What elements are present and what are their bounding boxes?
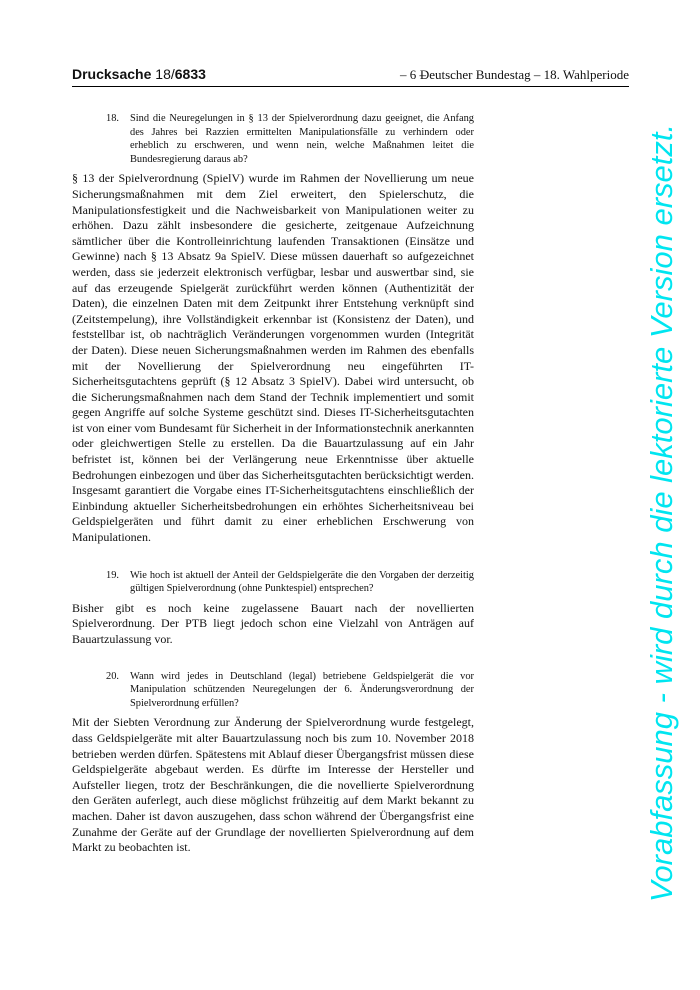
question-number: 19. — [106, 569, 119, 581]
document-label: Drucksache — [72, 66, 152, 82]
document-body — [72, 112, 474, 856]
question-19 — [72, 569, 474, 596]
question-20 — [72, 670, 474, 711]
question-18 — [72, 112, 474, 166]
answer-18: § 13 der Spielverordnung (SpielV) wurde im Rahmen der Novellierung um neue Sicherungsmaßnahmen mit dem Ziel erweitert, den Spielerschutz, die Manipulationsfestigkeit und die Nachweisbarkeit von Manipulationen weiter zu erhöhen. Dazu zählt insbesondere die gesicherte, zeitgenaue Aufzeichnung sämtlicher über die Kontrolleinrichtung laufenden Transaktionen (Einsätze und Gewinne) nach § 13 Absatz 9a SpielV. Diese müssen dauerhaft so aufgezeichnet werden, dass sie jederzeit elektronisch verfügbar, lesbar und auswertbar sind, sie auf das erzeugende Spielgerät zurückführt werden können (Authentizität der Daten), die einzelnen Daten mit dem Zeitpunkt ihrer Entstehung verknüpft sind (Zeitstempelung), ihre Vollständigkeit erkennbar ist (Konsistenz der Daten), und feststellbar ist, ob nachträglich Veränderungen vorgenommen wurden (Integrität der Daten). Diese neuen Sicherungsmaßnahmen werden im Rahmen des ebenfalls mit der Novellierung der Spielverordnung neu eingeführten IT-Sicherheitsgutachtens geprüft (§ 12 Absatz 3 SpielV). Dabei wird untersucht, ob die Sicherungsmaßnahmen nach dem Stand der Technik implementiert und somit gegen Angriffe auf solche Systeme geschützt sind. Dieses IT-Sicherheitsgutachten ist von einer vom Bundesamt für Sicherheit in der Informationstechnik anerkannten oder gleichwertigen Stelle zu erstellen. Da die Bauartzulassung auf ein Jahr befristet ist, können bei der Verlängerung neue Erkenntnisse über aktuelle Bedrohungen einbezogen und über das Sicherheitsgutachten berücksichtigt werden. Insgesamt garantiert die Vorgabe eines IT-Sicherheitsgutachtens einschließlich der Einbindung aktueller Sicherheitsbedrohungen ein erhöhtes Sicherheitsniveau bei Geldspielgeräten und führt damit zu einer erheblichen Erschwerung von Manipulationen. — [72, 171, 474, 545]
watermark-text: Vorabfassung - wird durch die lektorierte Version ersetzt. — [644, 123, 679, 903]
question-text: Sind die Neuregelungen in § 13 der Spielverordnung dazu geeignet, die Anfang des Jahres bei Razzien ermittelten Manipulationsfälle zu verhindern oder erheblich zu erschweren, und wenn nein, welche Maßnahmen leitet die Bundesregierung daraus ab? — [130, 113, 474, 165]
page-header — [72, 66, 629, 87]
question-text: Wann wird jedes in Deutschland (legal) betriebene Geldspielgerät die vor Manipulation schützenden Neuregelungen der 6. Änderungsverordnung der Spielverordnung erfüllen? — [130, 670, 474, 709]
draft-watermark — [632, 118, 692, 908]
answer-19: Bisher gibt es noch keine zugelassene Bauart nach der novellierten Spielverordnung. Der PTB liegt jedoch schon eine Vielzahl von Anträgen auf Bauartzulassung vor. — [72, 600, 474, 646]
institution-period: Deutscher Bundestag – 18. Wahlperiode — [419, 67, 629, 82]
question-number: 20. — [106, 670, 119, 682]
question-number: 18. — [106, 113, 119, 124]
document-number-value: 6833 — [174, 66, 206, 82]
question-text: Wie hoch ist aktuell der Anteil der Geldspielgeräte die den Vorgaben der derzeitig gültigen Spielverordnung (ohne Punktespiel) entsprechen? — [130, 569, 474, 595]
document-number-prefix: 18/ — [155, 66, 175, 82]
answer-20: Mit der Siebten Verordnung zur Änderung der Spielverordnung wurde festgelegt, dass Geldspielgeräte mit alter Bauartzulassung noch bis zum 10. November 2018 betrieben werden dürfen. Spätestens mit Ablauf dieser Übergangsfrist müssen diese Geldspielgeräte abgebaut werden. Es dürfte im Interesse der Hersteller und Aufsteller liegen, trotz der Beschränkungen, die die novellierte Spielverordnung den Geräten auferlegt, auch diese möglichst frühzeitig auf dem Markt bekannt zu machen. Daher ist davon auszugehen, dass schon während der Übergangsfrist eine Zunahme der Geräte auf der Grundlage der novellierten Spielverordnung auf dem Markt zu beobachten ist. — [72, 715, 474, 855]
page-number: – 6 – — [400, 67, 426, 82]
document-number — [72, 66, 206, 82]
